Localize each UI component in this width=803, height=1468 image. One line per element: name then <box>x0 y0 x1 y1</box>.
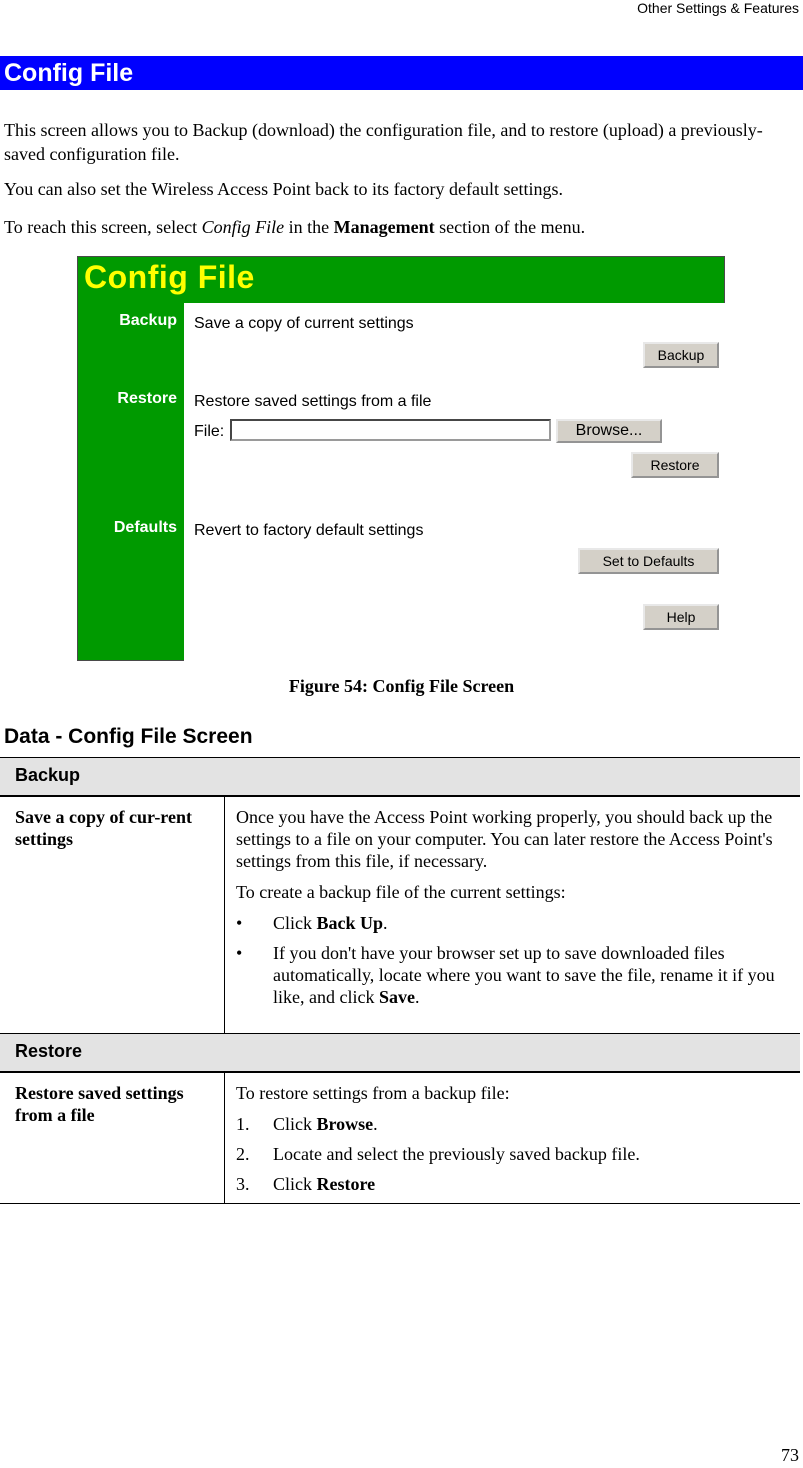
backup-row-label: Save a copy of cur-rent settings <box>15 807 192 849</box>
restore-row-label: Restore saved settings from a file <box>15 1083 184 1125</box>
file-path-input[interactable] <box>230 419 551 441</box>
list-text-bold: Browse <box>316 1114 374 1134</box>
column-divider <box>224 1073 225 1203</box>
list-item <box>236 1143 792 1165</box>
step-number: 2. <box>236 1144 250 1164</box>
file-label: File: <box>194 423 225 440</box>
list-text: Click <box>273 1174 317 1194</box>
list-item <box>236 1113 792 1135</box>
backup-paragraph-2: To create a backup file of the current settings: <box>236 882 566 902</box>
list-item <box>236 1173 792 1195</box>
intro-text: in the <box>284 217 334 237</box>
intro-paragraph-2: You can also set the Wireless Access Point back to its factory default settings. <box>4 179 564 199</box>
backup-group-header <box>0 757 800 797</box>
page-number: 73 <box>781 1445 799 1465</box>
list-item <box>236 942 792 1008</box>
list-text-bold: Back Up <box>316 913 384 933</box>
list-text-bold: Restore <box>316 1174 376 1194</box>
backup-label: Backup <box>119 312 177 329</box>
intro-paragraph-3 <box>4 215 794 239</box>
list-text: . <box>414 987 420 1007</box>
menu-section-name: Management <box>333 217 435 237</box>
backup-description: Save a copy of current settings <box>194 315 414 332</box>
list-text: Locate and select the previously saved backup file. <box>273 1144 640 1164</box>
table-heading: Data - Config File Screen <box>4 725 253 748</box>
list-item <box>236 912 792 934</box>
backup-paragraph-1: Once you have the Access Point working properly, you should back up the settings to a file on your computer. You can later restore the Access Point's settings from this file, if necessary. <box>236 807 773 871</box>
table-bottom-border <box>0 1203 800 1204</box>
running-header: Other Settings & Features <box>637 0 799 16</box>
figure-title: Config File <box>84 259 255 295</box>
defaults-description: Revert to factory default settings <box>194 522 424 539</box>
column-divider <box>224 797 225 1033</box>
backup-button[interactable]: Backup <box>643 342 719 368</box>
restore-button[interactable]: Restore <box>631 452 719 478</box>
restore-label: Restore <box>117 390 177 407</box>
settings-panel <box>184 303 725 661</box>
menu-item-name: Config File <box>201 217 285 237</box>
restore-description: Restore saved settings from a file <box>194 393 432 410</box>
list-text: . <box>383 913 388 933</box>
backup-row-description <box>236 806 792 1016</box>
list-text: Click <box>273 913 317 933</box>
intro-text: To reach this screen, select <box>4 217 202 237</box>
help-button[interactable]: Help <box>643 604 719 630</box>
list-text: If you don't have your browser set up to save downloaded files automatically, locate where you want to save the file, rename it if you like, and click <box>273 943 775 1007</box>
config-file-screenshot <box>77 256 725 661</box>
restore-paragraph-1: To restore settings from a backup file: <box>236 1083 510 1103</box>
restore-group-title: Restore <box>15 1041 83 1061</box>
list-text: Click <box>273 1114 317 1134</box>
step-number: 1. <box>236 1114 250 1134</box>
intro-paragraph-1: This screen allows you to Backup (download) the configuration file, and to restore (upload) a previously-saved configuration file. <box>4 120 763 164</box>
defaults-label: Defaults <box>113 519 177 536</box>
section-title-bar <box>0 56 803 90</box>
bullet-marker: • <box>236 913 243 933</box>
intro-text: section of the menu. <box>434 217 586 237</box>
restore-group-header <box>0 1033 800 1073</box>
step-number: 3. <box>236 1174 250 1194</box>
browse-button[interactable]: Browse... <box>556 419 662 443</box>
figure-caption: Figure 54: Config File Screen <box>288 676 515 696</box>
section-title: Config File <box>4 59 134 87</box>
restore-row-description <box>236 1082 792 1203</box>
bullet-marker: • <box>236 943 243 963</box>
list-text-bold: Save <box>378 987 415 1007</box>
set-to-defaults-button[interactable]: Set to Defaults <box>578 548 719 574</box>
backup-group-title: Backup <box>15 765 81 785</box>
list-text: . <box>373 1114 378 1134</box>
